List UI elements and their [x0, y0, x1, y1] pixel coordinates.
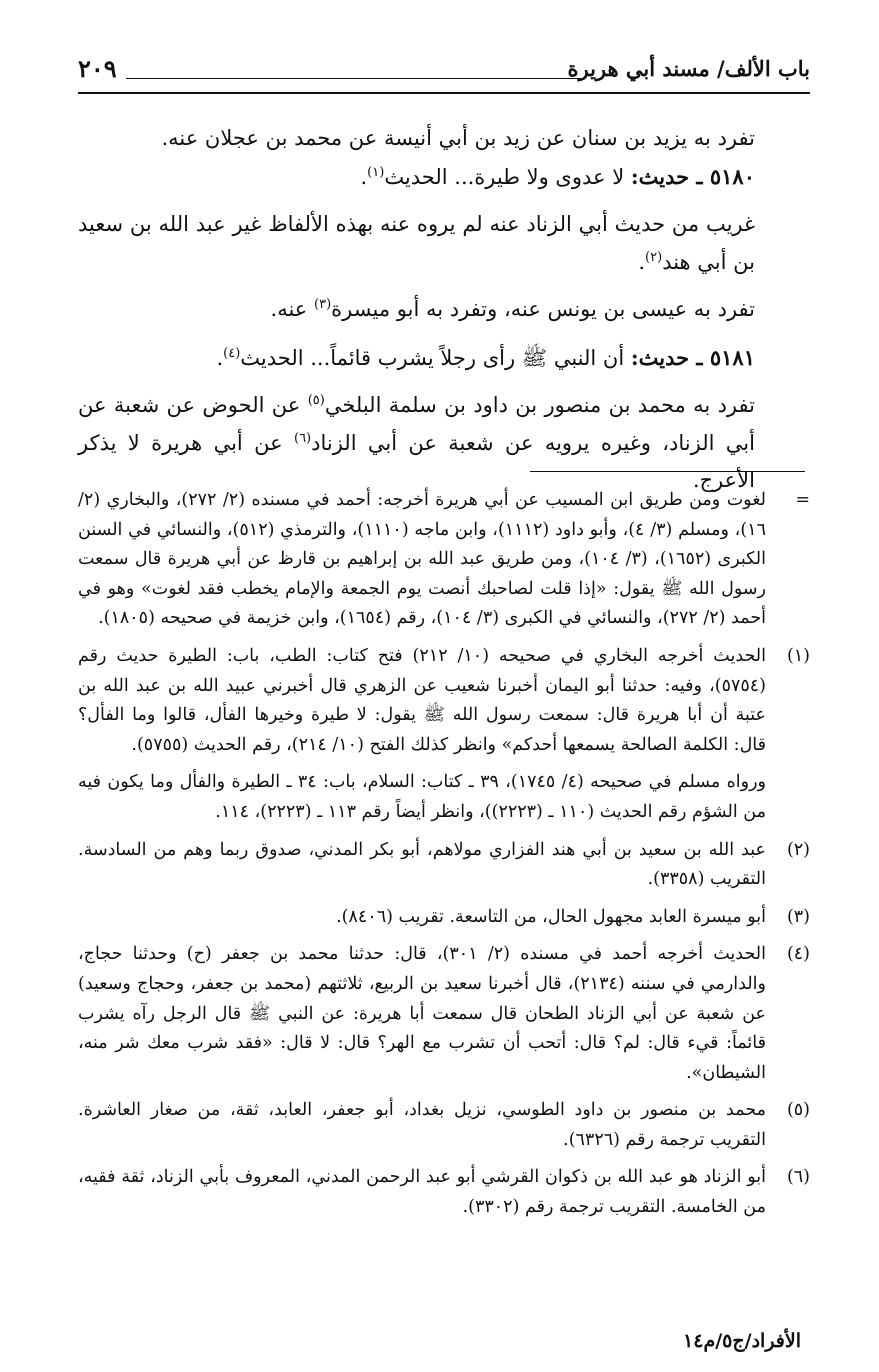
- paragraph-4-text-c: عن أبي هريرة لا يذكر الأعرج.: [78, 430, 755, 492]
- footnote-4: [78, 940, 810, 1088]
- footnote-divider: [530, 471, 805, 472]
- footnote-6: [78, 1163, 810, 1222]
- footnote-ref-3[interactable]: (٣): [314, 297, 332, 312]
- footnote-6-number: (٦): [786, 1167, 810, 1188]
- header-dash-rule: [126, 78, 585, 79]
- footnote-2: [78, 836, 810, 895]
- footnotes: [78, 486, 810, 1231]
- paragraph-4-text-b: عن الحوض عن شعبة عن أبي الزناد، وغيره يرويه عن شعبة عن أبي الزناد: [78, 393, 755, 455]
- page-number: ٢٠٩: [78, 54, 117, 83]
- hadith-5180: ٥١٨٠ ـ حديث: لا عدوى ولا طيرة... الحديث$^{(١)}$.: [360, 163, 755, 189]
- paragraph-4-text-a: تفرد به محمد بن منصور بن داود بن سلمة البلخي: [324, 393, 755, 417]
- paragraph-1: [78, 120, 810, 158]
- footnote-carryover: [78, 486, 810, 634]
- footnote-2-number: (٢): [786, 839, 810, 860]
- footnote-ref-2[interactable]: (٢): [645, 249, 663, 265]
- footnote-ref-6[interactable]: (٦): [293, 430, 312, 446]
- footnote-carry-mark: =: [795, 490, 810, 510]
- signature-mark: الأفراد/ج٥/م١٤: [683, 1330, 801, 1352]
- footnote-ref-1[interactable]: (١): [367, 164, 385, 180]
- footnote-ref-4[interactable]: (٤): [223, 345, 241, 361]
- main-text: [78, 120, 810, 500]
- footnote-4-number: (٤): [786, 944, 810, 965]
- paragraph-2-text: غريب من حديث أبي الزناد عنه لم يروه عنه بهذه الألفاظ غير عبد الله بن سعيد بن أبي هند: [78, 212, 755, 274]
- footnote-1-text: الحديث أخرجه البخاري في صحيحه (١٠/ ٢١٢) فتح كتاب: الطب، باب: الطيرة حديث رقم (٥٧٥٤)، وفيه: حدثنا أبو اليمان أخبرنا شعيب عن الزهري قال أخبرني عبيد الله بن عبد الله بن عتبة أن أبا هريرة قال: سمعت رسول الله ﷺ يقول: لا طيرة وخيرها الفأل، قالوا وما الفأل؟ قال: الكلمة الصالحة يسمعها أحدكم» وانظر كذلك الفتح (١٠/ ٢١٤)، رقم الحديث (٥٧٥٥).: [78, 645, 767, 755]
- footnote-1: [78, 642, 810, 760]
- footnote-1-continuation: [78, 768, 810, 827]
- footnote-4-text: الحديث أخرجه أحمد في مسنده (٢/ ٣٠١)، قال: حدثنا محمد بن جعفر (ح) وحدثنا حجاج، والدارمي في سننه (٢١٣٤)، قال أخبرنا سعيد بن الربيع، ثلاثتهم (محمد بن جعفر، وحجاج وسعيد) عن شعبة عن أبي الزناد الطحان قال سمعت أبا هريرة: عن النبي ﷺ قال الرجل رآه يشرب قائماً: قيء قال: لم؟ قال: أتحب أن تشرب مع الهر؟ قال: لا قال: «فقد شرب معك شر منه، الشيطان».: [78, 944, 766, 1083]
- footnote-5-text: محمد بن منصور بن داود الطوسي، نزيل بغداد، أبو جعفر، العابد، ثقة، من صغار العاشرة. التقريب ترجمة رقم (٦٣٢٦).: [78, 1100, 766, 1150]
- footnote-ref-5[interactable]: (٥): [307, 393, 325, 408]
- hadith-5181-number: ٥١٨١ ـ حديث:: [630, 344, 755, 370]
- footnote-5: [78, 1096, 810, 1155]
- hadith-5181: ٥١٨١ ـ حديث: أن النبي ﷺ رأى رجلاً يشرب قائماً... الحديث$^{(٤)}$.: [216, 344, 755, 370]
- hadith-5180-number: ٥١٨٠ ـ حديث:: [630, 163, 755, 189]
- paragraph-1-text: تفرد به يزيد بن سنان عن زيد بن أبي أنيسة عن محمد بن عجلان عنه.: [161, 126, 755, 150]
- footnote-3: [78, 903, 810, 933]
- footnote-5-number: (٥): [786, 1100, 810, 1121]
- paragraph-4: [78, 387, 810, 500]
- paragraph-3: [78, 291, 810, 329]
- header-rule: [78, 92, 810, 94]
- footnote-2-text: عبد الله بن سعيد بن أبي هند الفزاري مولاهم، أبو بكر المدني، صدوق ربما وهم من السادسة. التقريب (٣٣٥٨).: [78, 839, 766, 890]
- footnote-6-text: أبو الزناد هو عبد الله بن ذكوان القرشي أبو عبد الرحمن المدني، المعروف بأبي الزناد، ثقة فقيه، من الخامسة. التقريب ترجمة رقم (٣٣٠٢).: [78, 1167, 766, 1218]
- paragraph-2: غريب من حديث أبي الزناد عنه لم يروه عنه بهذه الألفاظ غير عبد الله بن سعيد بن أبي هند$^{(٢)}$.: [78, 212, 755, 274]
- footnote-1-number: (١): [786, 645, 810, 666]
- footnote-3-number: (٣): [786, 906, 810, 927]
- running-title: باب الألف/ مسند أبي هريرة: [567, 56, 810, 81]
- paragraph-3-text-a: تفرد به عيسى بن يونس عنه، وتفرد به أبو ميسرة: [331, 297, 755, 321]
- footnote-3-text: أبو ميسرة العابد مجهول الحال، من التاسعة. تقريب (٨٤٠٦).: [336, 906, 766, 927]
- running-header: [78, 52, 810, 92]
- footnote-1-continuation-text: ورواه مسلم في صحيحه (٤/ ١٧٤٥)، ٣٩ ـ كتاب: السلام، باب: ٣٤ ـ الطيرة والفأل وما يكون فيه من الشؤم رقم الحديث (١١٠ ـ (٢٢٢٣))، وانظر أيضاً رقم ١١٣ ـ (٢٢٢٣)، ١١٤.: [78, 772, 766, 822]
- hadith-5180-text: لا عدوى ولا طيرة... الحديث: [384, 164, 625, 189]
- footnote-carry-text: لغوت ومن طريق ابن المسيب عن أبي هريرة أخرجه: أحمد في مسنده (٢/ ٢٧٢)، والبخاري (٢/ ١٦)، ومسلم (٣/ ٤)، وأبو داود (١١١٢)، وابن ماجه (١١١٠)، والترمذي (٥١٢)، والنسائي في السنن الكبرى (١٦٥٢)، (٣/ ١٠٤)، ومن طريق عبد الله بن إبراهيم بن قارظ عن أبي هريرة قال سمعت رسول الله ﷺ يقول: «إذا قلت لصاحبك أنصت يوم الجمعة والإمام يخطب فقد لغوت» وهو في أحمد (٢/ ٢٧٢)، والنسائي في الكبرى (٣/ ١٠٤)، رقم (١٦٥٤)، وابن خزيمة في صحيحه (١٨٠٥).: [78, 490, 767, 629]
- paragraph-3-text-b: عنه.: [270, 297, 308, 321]
- hadith-5181-text: أن النبي ﷺ رأى رجلاً يشرب قائماً... الحديث: [240, 345, 625, 370]
